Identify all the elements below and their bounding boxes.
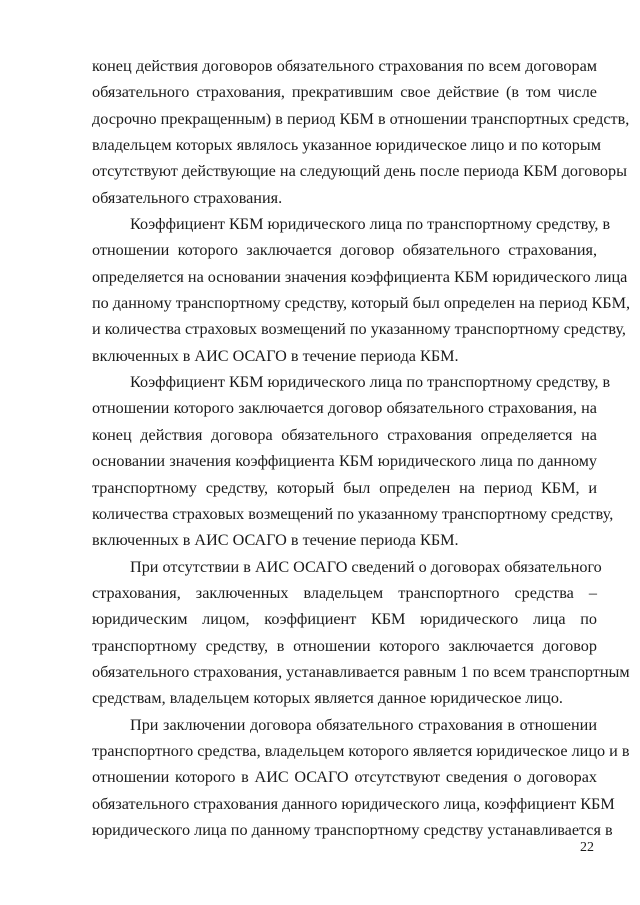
text-line: обязательного страхования, прекратившим свое действие (в том числе: [92, 83, 597, 102]
text-line: по данному транспортному средству, который был определен на период КБМ,: [92, 294, 631, 313]
text-line: обязательного страхования, устанавливается равным 1 по всем транспортным: [92, 662, 630, 681]
text-line: включенных в АИС ОСАГО в течение периода КБМ.: [92, 346, 459, 365]
text-line: При отсутствии в АИС ОСАГО сведений о договорах обязательного: [130, 557, 602, 576]
paragraph: [92, 211, 631, 369]
text-line: юридическим лицом, коэффициент КБМ юридического лица по: [92, 610, 597, 629]
text-line: количества страховых возмещений по указанному транспортному средству,: [92, 504, 614, 523]
text-line: владельцем которых являлось указанное юридическое лицо и по которым: [92, 136, 601, 155]
body-text: [92, 53, 631, 843]
text-line: конец действия договоров обязательного страхования по всем договорам: [92, 57, 597, 75]
paragraph: [92, 53, 630, 211]
text-line: обязательного страхования.: [92, 188, 283, 207]
page-number: 22: [580, 840, 594, 855]
text-line: отношении которого в АИС ОСАГО отсутствуют сведения о договорах: [92, 768, 597, 787]
text-line: Коэффициент КБМ юридического лица по транспортному средству, в: [130, 373, 611, 392]
text-line: юридического лица по данному транспортному средству устанавливается в: [92, 820, 613, 839]
text-line: транспортному средству, который был определен на период КБМ, и: [92, 478, 597, 497]
text-line: отсутствуют действующие на следующий день после периода КБМ договоры: [92, 162, 627, 181]
text-line: страхования, заключенных владельцем транспортного средства –: [92, 583, 597, 602]
text-line: и количества страховых возмещений по указанному транспортному средству,: [92, 320, 626, 339]
text-line: транспортного средства, владельцем которого является юридическое лицо и в: [92, 741, 630, 760]
text-line: При заключении договора обязательного страхования в отношении: [130, 715, 597, 734]
text-line: основании значения коэффициента КБМ юридического лица по данному: [92, 452, 597, 471]
text-line: Коэффициент КБМ юридического лица по транспортному средству, в: [130, 215, 611, 234]
paragraph: [92, 369, 614, 553]
text-line: конец действия договора обязательного страхования определяется на: [92, 425, 597, 444]
paragraph: [92, 712, 630, 844]
text-line: включенных в АИС ОСАГО в течение периода КБМ.: [92, 531, 459, 550]
text-line: средствам, владельцем которых является данное юридическое лицо.: [92, 689, 563, 708]
text-line: транспортному средству, в отношении которого заключается договор: [92, 636, 597, 655]
text-line: досрочно прекращенным) в период КБМ в отношении транспортных средств,: [92, 109, 630, 128]
text-line: отношении которого заключается договор обязательного страхования, на: [92, 399, 597, 418]
paragraph: [92, 554, 630, 712]
text-line: отношении которого заключается договор обязательного страхования,: [92, 241, 597, 260]
text-line: определяется на основании значения коэффициента КБМ юридического лица: [92, 267, 628, 286]
text-line: обязательного страхования данного юридического лица, коэффициент КБМ: [92, 794, 615, 813]
